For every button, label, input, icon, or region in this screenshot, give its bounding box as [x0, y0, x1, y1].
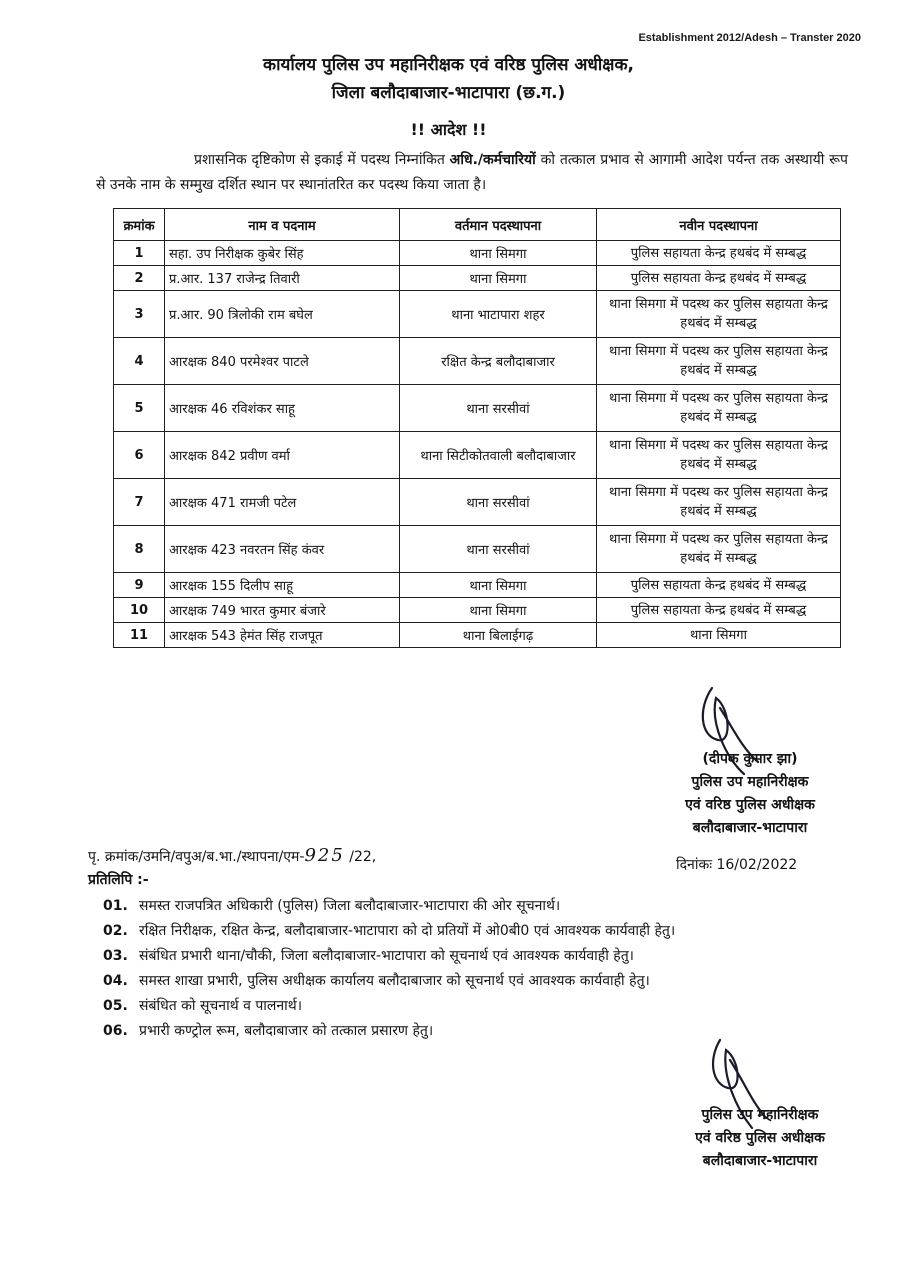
cell-serial: 6: [114, 432, 165, 479]
cell-serial: 5: [114, 385, 165, 432]
order-title: !! आदेश !!: [410, 120, 487, 139]
cell-name: प्र.आर. 137 राजेन्द्र तिवारी: [165, 266, 400, 291]
cell-current: थाना भाटापारा शहर: [400, 291, 597, 338]
signatory-block-1: [650, 748, 850, 840]
table-row: [114, 598, 841, 623]
cell-serial: 9: [114, 573, 165, 598]
cell-current: थाना सिमगा: [400, 573, 597, 598]
reference-suffix: /22,: [344, 849, 377, 865]
header-serial: क्रमांक: [114, 209, 165, 241]
signatory-place: बलौदाबाजार-भाटापारा: [692, 820, 808, 836]
cell-serial: 2: [114, 266, 165, 291]
copy-item-text: प्रभारी कण्ट्रोल रूम, बलौदाबाजार को तत्काल प्रसारण हेतु।: [139, 1023, 434, 1039]
copy-to-list: [103, 894, 863, 1044]
cell-serial: 7: [114, 479, 165, 526]
cell-name: आरक्षक 155 दिलीप साहू: [165, 573, 400, 598]
cell-current: थाना सिमगा: [400, 598, 597, 623]
copy-item-text: समस्त शाखा प्रभारी, पुलिस अधीक्षक कार्यालय बलौदाबाजार को सूचनार्थ एवं आवश्यक कार्यवाही हेतु।: [139, 973, 650, 989]
signatory-designation-1: पुलिस उप महानिरीक्षक: [701, 1107, 819, 1123]
copy-item-number: 05.: [103, 998, 128, 1014]
cell-serial: 4: [114, 338, 165, 385]
copy-item-text: रक्षित निरीक्षक, रक्षित केन्द्र, बलौदाबाजार-भाटापारा को दो प्रतियों में ओ0बी0 एवं आवश्यक कार्यवाही हेतु।: [139, 923, 676, 939]
signatory-place: बलौदाबाजार-भाटापारा: [702, 1153, 818, 1169]
cell-current: थाना सिमगा: [400, 241, 597, 266]
cell-current: थाना बिलाईगढ़: [400, 623, 597, 648]
cell-new: पुलिस सहायता केन्द्र हथबंद में सम्बद्ध: [597, 598, 841, 623]
cell-name: आरक्षक 423 नवरतन सिंह कंवर: [165, 526, 400, 573]
transfer-table: [113, 208, 841, 648]
cell-name: आरक्षक 543 हेमंत सिंह राजपूत: [165, 623, 400, 648]
table-row: [114, 526, 841, 573]
cell-name: सहा. उप निरीक्षक कुबेर सिंह: [165, 241, 400, 266]
cell-name: आरक्षक 46 रविशंकर साहू: [165, 385, 400, 432]
cell-current: थाना सरसीवां: [400, 479, 597, 526]
cell-current: रक्षित केन्द्र बलौदाबाजार: [400, 338, 597, 385]
signatory-designation-2: एवं वरिष्ठ पुलिस अधीक्षक: [685, 797, 815, 813]
header-current-posting: वर्तमान पदस्थापना: [400, 209, 597, 241]
cell-current: थाना सिटीकोतवाली बलौदाबाजार: [400, 432, 597, 479]
reference-number: [88, 845, 376, 866]
table-row: [114, 623, 841, 648]
cell-new: थाना सिमगा: [597, 623, 841, 648]
cell-new: पुलिस सहायता केन्द्र हथबंद में सम्बद्ध: [597, 573, 841, 598]
table-row: [114, 266, 841, 291]
cell-name: आरक्षक 842 प्रवीण वर्मा: [165, 432, 400, 479]
cell-serial: 10: [114, 598, 165, 623]
cell-name: आरक्षक 471 रामजी पटेल: [165, 479, 400, 526]
list-item: [103, 894, 863, 919]
establishment-tag: Establishment 2012/Adesh – Transter 2020: [638, 32, 861, 44]
cell-new: थाना सिमगा में पदस्थ कर पुलिस सहायता केन्द्र हथबंद में सम्बद्ध: [597, 291, 841, 338]
office-header-line2: जिला बलौदाबाजार-भाटापारा (छ.ग.): [331, 83, 566, 103]
cell-new: थाना सिमगा में पदस्थ कर पुलिस सहायता केन्द्र हथबंद में सम्बद्ध: [597, 526, 841, 573]
cell-name: प्र.आर. 90 त्रिलोकी राम बघेल: [165, 291, 400, 338]
cell-current: थाना सिमगा: [400, 266, 597, 291]
signatory-designation-2: एवं वरिष्ठ पुलिस अधीक्षक: [695, 1130, 825, 1146]
cell-serial: 11: [114, 623, 165, 648]
table-row: [114, 479, 841, 526]
copy-item-number: 01.: [103, 898, 128, 914]
cell-new: थाना सिमगा में पदस्थ कर पुलिस सहायता केन्द्र हथबंद में सम्बद्ध: [597, 432, 841, 479]
table-row: [114, 338, 841, 385]
cell-name: आरक्षक 749 भारत कुमार बंजारे: [165, 598, 400, 623]
copy-item-number: 02.: [103, 923, 128, 939]
copy-item-text: समस्त राजपत्रित अधिकारी (पुलिस) जिला बलौदाबाजार-भाटापारा की ओर सूचनार्थ।: [139, 898, 561, 914]
copy-item-number: 03.: [103, 948, 128, 964]
copy-item-text: संबंधित को सूचनार्थ व पालनार्थ।: [139, 998, 303, 1014]
signatory-name: (दीपक कुमार झा): [702, 751, 798, 767]
copy-item-text: संबंधित प्रभारी थाना/चौकी, जिला बलौदाबाजार-भाटापारा को सूचनार्थ एवं आवश्यक कार्यवाही हेतु।: [139, 948, 634, 964]
cell-current: थाना सरसीवां: [400, 526, 597, 573]
list-item: [103, 919, 863, 944]
table-row: [114, 573, 841, 598]
list-item: [103, 944, 863, 969]
order-intro-paragraph: [96, 148, 848, 198]
intro-text-part1: प्रशासनिक दृष्टिकोण से इकाई में पदस्थ निम्नांकित: [194, 152, 450, 168]
header-new-posting: नवीन पदस्थापना: [597, 209, 841, 241]
cell-new: पुलिस सहायता केन्द्र हथबंद में सम्बद्ध: [597, 241, 841, 266]
copy-to-label: प्रतिलिपि :-: [88, 872, 149, 888]
table-row: [114, 432, 841, 479]
table-header-row: [114, 209, 841, 241]
cell-serial: 1: [114, 241, 165, 266]
header-name-designation: नाम व पदनाम: [165, 209, 400, 241]
copy-item-number: 06.: [103, 1023, 128, 1039]
cell-new: थाना सिमगा में पदस्थ कर पुलिस सहायता केन्द्र हथबंद में सम्बद्ध: [597, 479, 841, 526]
reference-prefix: पृ. क्रमांक/उमनि/वपुअ/ब.भा./स्थापना/एम-: [88, 849, 305, 865]
cell-current: थाना सरसीवां: [400, 385, 597, 432]
copy-item-number: 04.: [103, 973, 128, 989]
order-date: दिनांकः 16/02/2022: [676, 857, 798, 873]
intro-text-part2: को तत्काल प्रभाव से आगामी आदेश पर्यन्त तक अस्थायी रूप से उनके नाम के सम्मुख दर्शित स्थान पर स्थानांतरित कर पदस्थ किया जाता है।: [96, 152, 848, 193]
cell-serial: 8: [114, 526, 165, 573]
list-item: [103, 994, 863, 1019]
intro-text-bold: अधि./कर्मचारियों: [449, 152, 536, 168]
table-row: [114, 241, 841, 266]
cell-new: थाना सिमगा में पदस्थ कर पुलिस सहायता केन्द्र हथबंद में सम्बद्ध: [597, 385, 841, 432]
signatory-block-2: [660, 1104, 860, 1173]
list-item: [103, 969, 863, 994]
cell-name: आरक्षक 840 परमेश्वर पाटले: [165, 338, 400, 385]
office-header-line1: कार्यालय पुलिस उप महानिरीक्षक एवं वरिष्ठ पुलिस अधीक्षक,: [263, 55, 634, 75]
cell-new: पुलिस सहायता केन्द्र हथबंद में सम्बद्ध: [597, 266, 841, 291]
table-row: [114, 385, 841, 432]
signatory-designation-1: पुलिस उप महानिरीक्षक: [691, 774, 809, 790]
table-row: [114, 291, 841, 338]
cell-serial: 3: [114, 291, 165, 338]
reference-handwritten-number: 925: [304, 845, 345, 866]
cell-new: थाना सिमगा में पदस्थ कर पुलिस सहायता केन्द्र हथबंद में सम्बद्ध: [597, 338, 841, 385]
